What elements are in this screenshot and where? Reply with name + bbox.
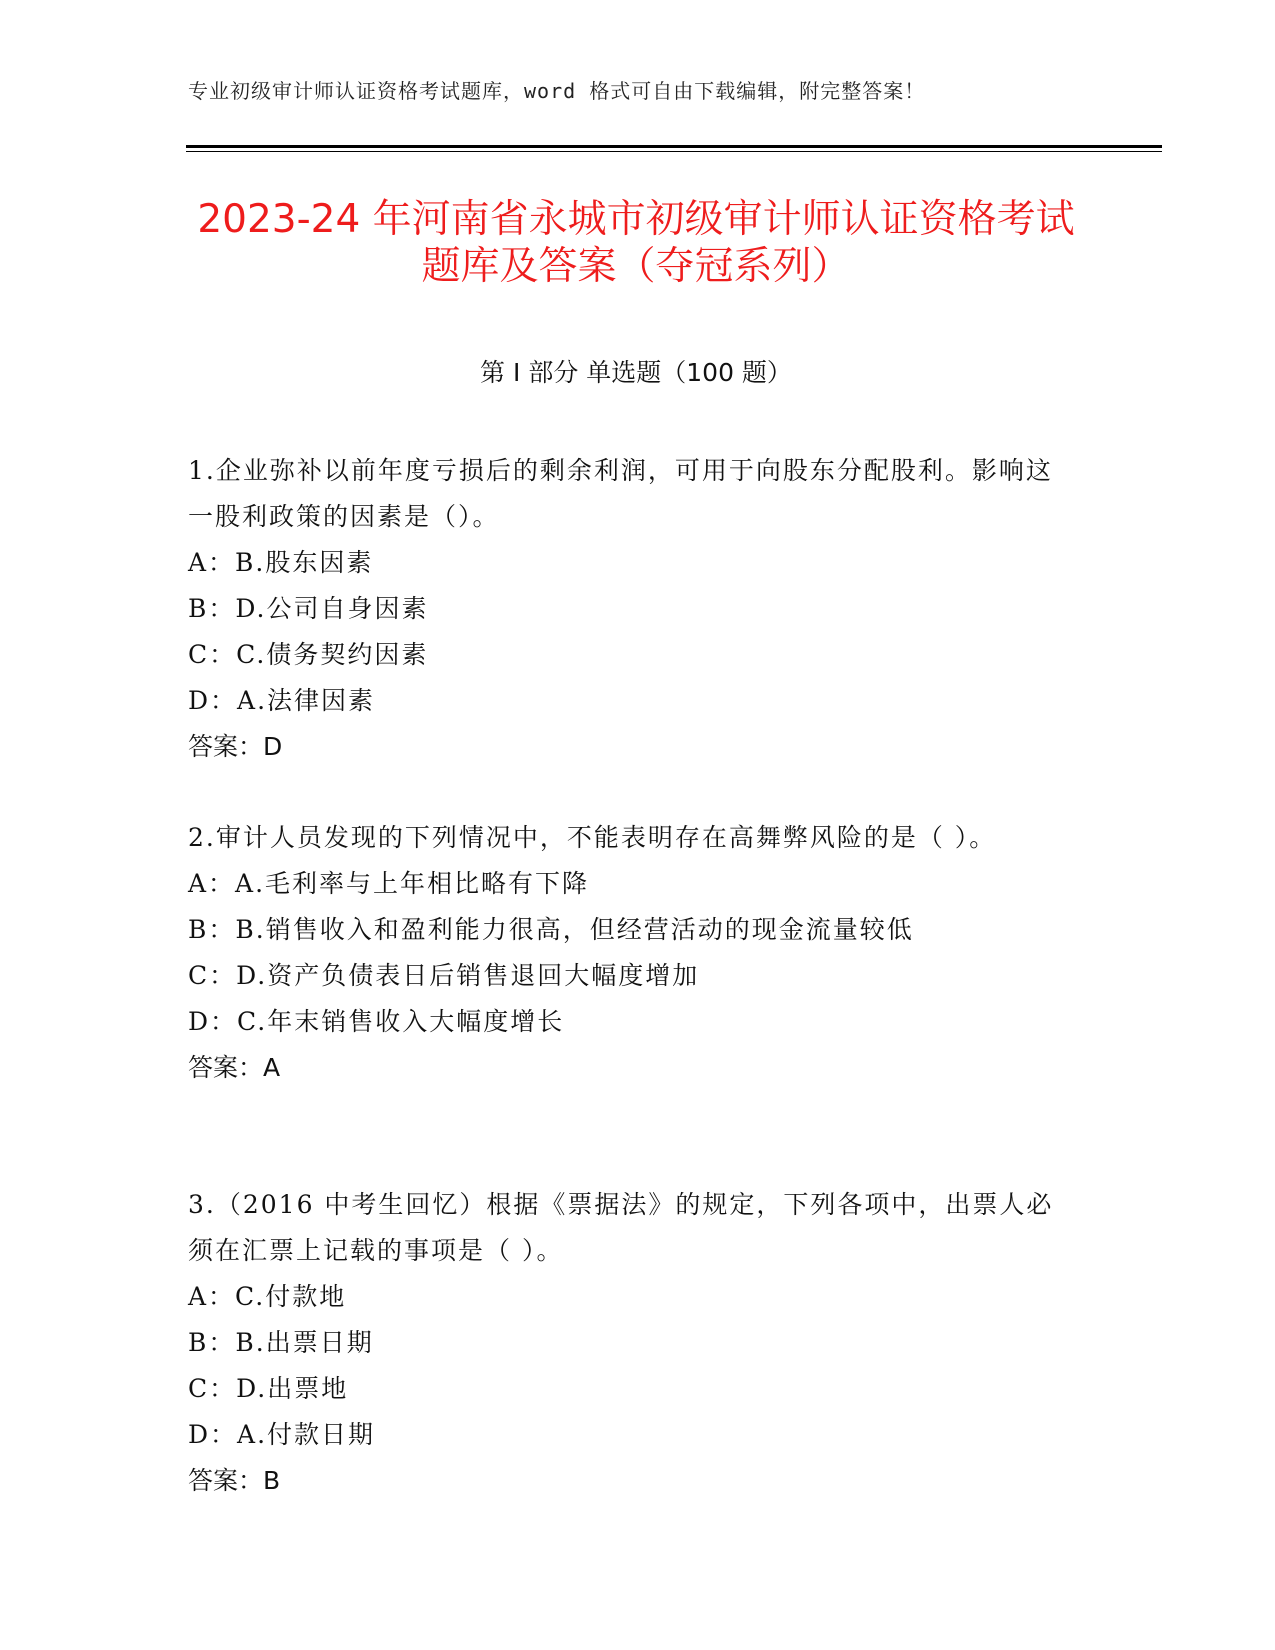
option-d: D：C.年末销售收入大幅度增长 — [188, 1007, 565, 1036]
answer: 答案：A — [188, 1053, 281, 1082]
option-d: D：A.法律因素 — [188, 686, 376, 715]
option-c: C：D.资产负债表日后销售退回大幅度增加 — [188, 961, 700, 990]
question-3 — [188, 1182, 1068, 1504]
question-2 — [188, 815, 1068, 1091]
answer: 答案：B — [188, 1466, 281, 1495]
header-divider-thin — [186, 151, 1162, 152]
option-b: B：B.销售收入和盈利能力很高，但经营活动的现金流量较低 — [188, 915, 914, 944]
option-c: C：D.出票地 — [188, 1374, 349, 1403]
question-stem: 2.审计人员发现的下列情况中，不能表明存在高舞弊风险的是（ ）。 — [188, 823, 997, 852]
option-b: B：D.公司自身因素 — [188, 594, 429, 623]
option-a: A：A.毛利率与上年相比略有下降 — [188, 869, 590, 898]
option-a: A：B.股东因素 — [188, 548, 374, 577]
question-stem: 3.（2016 中考生回忆）根据《票据法》的规定，下列各项中，出票人必须在汇票上记载的事项是（ ）。 — [188, 1190, 1054, 1265]
option-a: A：C.付款地 — [188, 1282, 347, 1311]
option-d: D：A.付款日期 — [188, 1420, 376, 1449]
question-1 — [188, 448, 1068, 770]
header-note: 专业初级审计师认证资格考试题库，word 格式可自由下载编辑，附完整答案！ — [188, 79, 926, 103]
section-title: 第 I 部分 单选题（100 题） — [480, 358, 792, 387]
header-divider-thick — [186, 145, 1162, 148]
document-title: 2023-24 年河南省永城市初级审计师认证资格考试题库及答案（夺冠系列） — [197, 197, 1075, 289]
option-c: C：C.债务契约因素 — [188, 640, 429, 669]
answer: 答案：D — [188, 732, 283, 761]
option-b: B：B.出票日期 — [188, 1328, 374, 1357]
question-stem: 1.企业弥补以前年度亏损后的剩余利润，可用于向股东分配股利。影响这一股利政策的因素是（）。 — [188, 456, 1053, 531]
